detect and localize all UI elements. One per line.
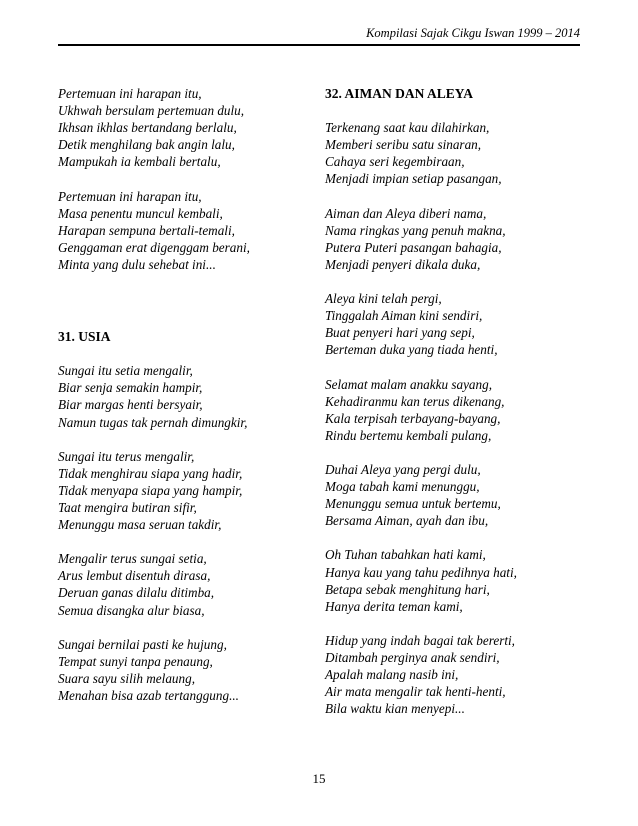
poem-line: Moga tabah kami menunggu,	[325, 479, 480, 495]
poem-line: Buat penyeri hari yang sepi,	[325, 325, 475, 341]
poem-line: Putera Puteri pasangan bahagia,	[325, 239, 502, 255]
page-number: 15	[312, 771, 326, 786]
stanza	[325, 632, 585, 717]
poem-title-aiman-dan-aleya: 32. AIMAN DAN ALEYA	[325, 86, 474, 101]
poem-line: Mampukah ia kembali bertalu,	[58, 154, 221, 170]
poem-line: Sungai itu terus mengalir,	[58, 448, 195, 464]
poem-line: Taat mengira butiran sifir,	[58, 499, 197, 515]
poem-line: Air mata mengalir tak henti-henti,	[325, 684, 506, 700]
poem-line: Tidak menghirau siapa yang hadir,	[58, 465, 243, 481]
header-rule	[58, 44, 580, 46]
poem-line: Menunggu masa seruan takdir,	[58, 517, 222, 533]
poem-line: Menunggu semua untuk bertemu,	[325, 496, 501, 512]
poem-line: Selamat malam anakku sayang,	[325, 376, 493, 392]
poem-line: Hidup yang indah bagai tak bererti,	[325, 632, 515, 648]
stanza	[58, 188, 308, 273]
poem-line: Masa penentu muncul kembali,	[58, 205, 223, 221]
poem-line: Biar margas henti bersyair,	[58, 397, 203, 413]
poem-line: Menjadi impian setiap pasangan,	[325, 171, 502, 187]
stanza	[58, 550, 308, 618]
poem-line: Deruan ganas dilalu ditimba,	[58, 585, 215, 601]
poem-line: Pertemuan ini harapan itu,	[58, 188, 202, 204]
poem-usia	[58, 362, 308, 704]
poem-line: Genggaman erat digenggam berani,	[58, 239, 250, 255]
poem-line: Hanya derita teman kami,	[325, 598, 463, 614]
stanza	[325, 205, 585, 273]
stanza	[325, 290, 585, 358]
poem-line: Suara sayu silih melaung,	[58, 670, 196, 686]
poem-line: Aiman dan Aleya diberi nama,	[325, 205, 487, 221]
poem-line: Sungai itu setia mengalir,	[58, 363, 193, 379]
poem-line: Detik menghilang bak angin lalu,	[58, 137, 235, 153]
poem-line: Oh Tuhan tabahkan hati kami,	[325, 547, 486, 563]
poem-line: Rindu bertemu kembali pulang,	[325, 427, 492, 443]
poem-line: Duhai Aleya yang pergi dulu,	[325, 461, 481, 477]
continued-poem	[58, 85, 308, 273]
stanza	[58, 85, 308, 170]
running-header: Kompilasi Sajak Cikgu Iswan 1999 – 2014	[366, 26, 580, 40]
poem-line: Bersama Aiman, ayah dan ibu,	[325, 513, 489, 529]
stanza	[325, 119, 585, 187]
stanza	[58, 636, 308, 704]
poem-line: Apalah malang nasib ini,	[325, 667, 459, 683]
poem-line: Menjadi penyeri dikala duka,	[325, 256, 481, 272]
poem-line: Kehadiranmu kan terus dikenang,	[325, 393, 505, 409]
poem-line: Bila waktu kian menyepi...	[325, 701, 465, 717]
poem-line: Nama ringkas yang penuh makna,	[325, 222, 506, 238]
poem-line: Ikhsan ikhlas bertandang berlalu,	[58, 120, 237, 136]
poem-line: Aleya kini telah pergi,	[325, 291, 442, 307]
poem-line: Betapa sebak menghitung hari,	[325, 581, 490, 597]
poem-line: Berteman duka yang tiada henti,	[325, 342, 498, 358]
poem-line: Tempat sunyi tanpa penaung,	[58, 653, 213, 669]
poem-line: Hanya kau yang tahu pedihnya hati,	[325, 564, 517, 580]
poem-line: Arus lembut disentuh dirasa,	[58, 568, 211, 584]
stanza	[325, 376, 585, 444]
poem-line: Semua disangka alur biasa,	[58, 602, 205, 618]
left-column	[58, 85, 308, 721]
poem-line: Tidak menyapa siapa yang hampir,	[58, 482, 243, 498]
poem-line: Sungai bernilai pasti ke hujung,	[58, 636, 227, 652]
poem-line: Namun tugas tak pernah dimungkir,	[58, 414, 248, 430]
poem-line: Harapan sempuna bertali-temali,	[58, 222, 235, 238]
poem-line: Cahaya seri kegembiraan,	[325, 154, 465, 170]
poem-line: Biar senja semakin hampir,	[58, 380, 203, 396]
right-column	[325, 85, 585, 734]
poem-line: Ukhwah bersulam pertemuan dulu,	[58, 103, 245, 119]
poem-line: Terkenang saat kau dilahirkan,	[325, 120, 490, 136]
stanza	[325, 461, 585, 529]
poem-aiman-dan-aleya	[325, 119, 585, 717]
poem-line: Menahan bisa azab tertanggung...	[58, 688, 239, 703]
poem-line: Minta yang dulu sehebat ini...	[58, 256, 216, 272]
poem-line: Pertemuan ini harapan itu,	[58, 86, 202, 101]
poem-line: Mengalir terus sungai setia,	[58, 551, 207, 567]
stanza	[58, 448, 308, 533]
poem-line: Kala terpisah terbayang-bayang,	[325, 410, 501, 426]
poem-line: Ditambah perginya anak sendiri,	[325, 650, 500, 665]
stanza	[325, 546, 585, 614]
poem-line: Memberi seribu satu sinaran,	[325, 137, 482, 153]
stanza	[58, 362, 308, 430]
poem-title-usia: 31. USIA	[58, 329, 111, 345]
poem-line: Tinggalah Aiman kini sendiri,	[325, 308, 483, 324]
